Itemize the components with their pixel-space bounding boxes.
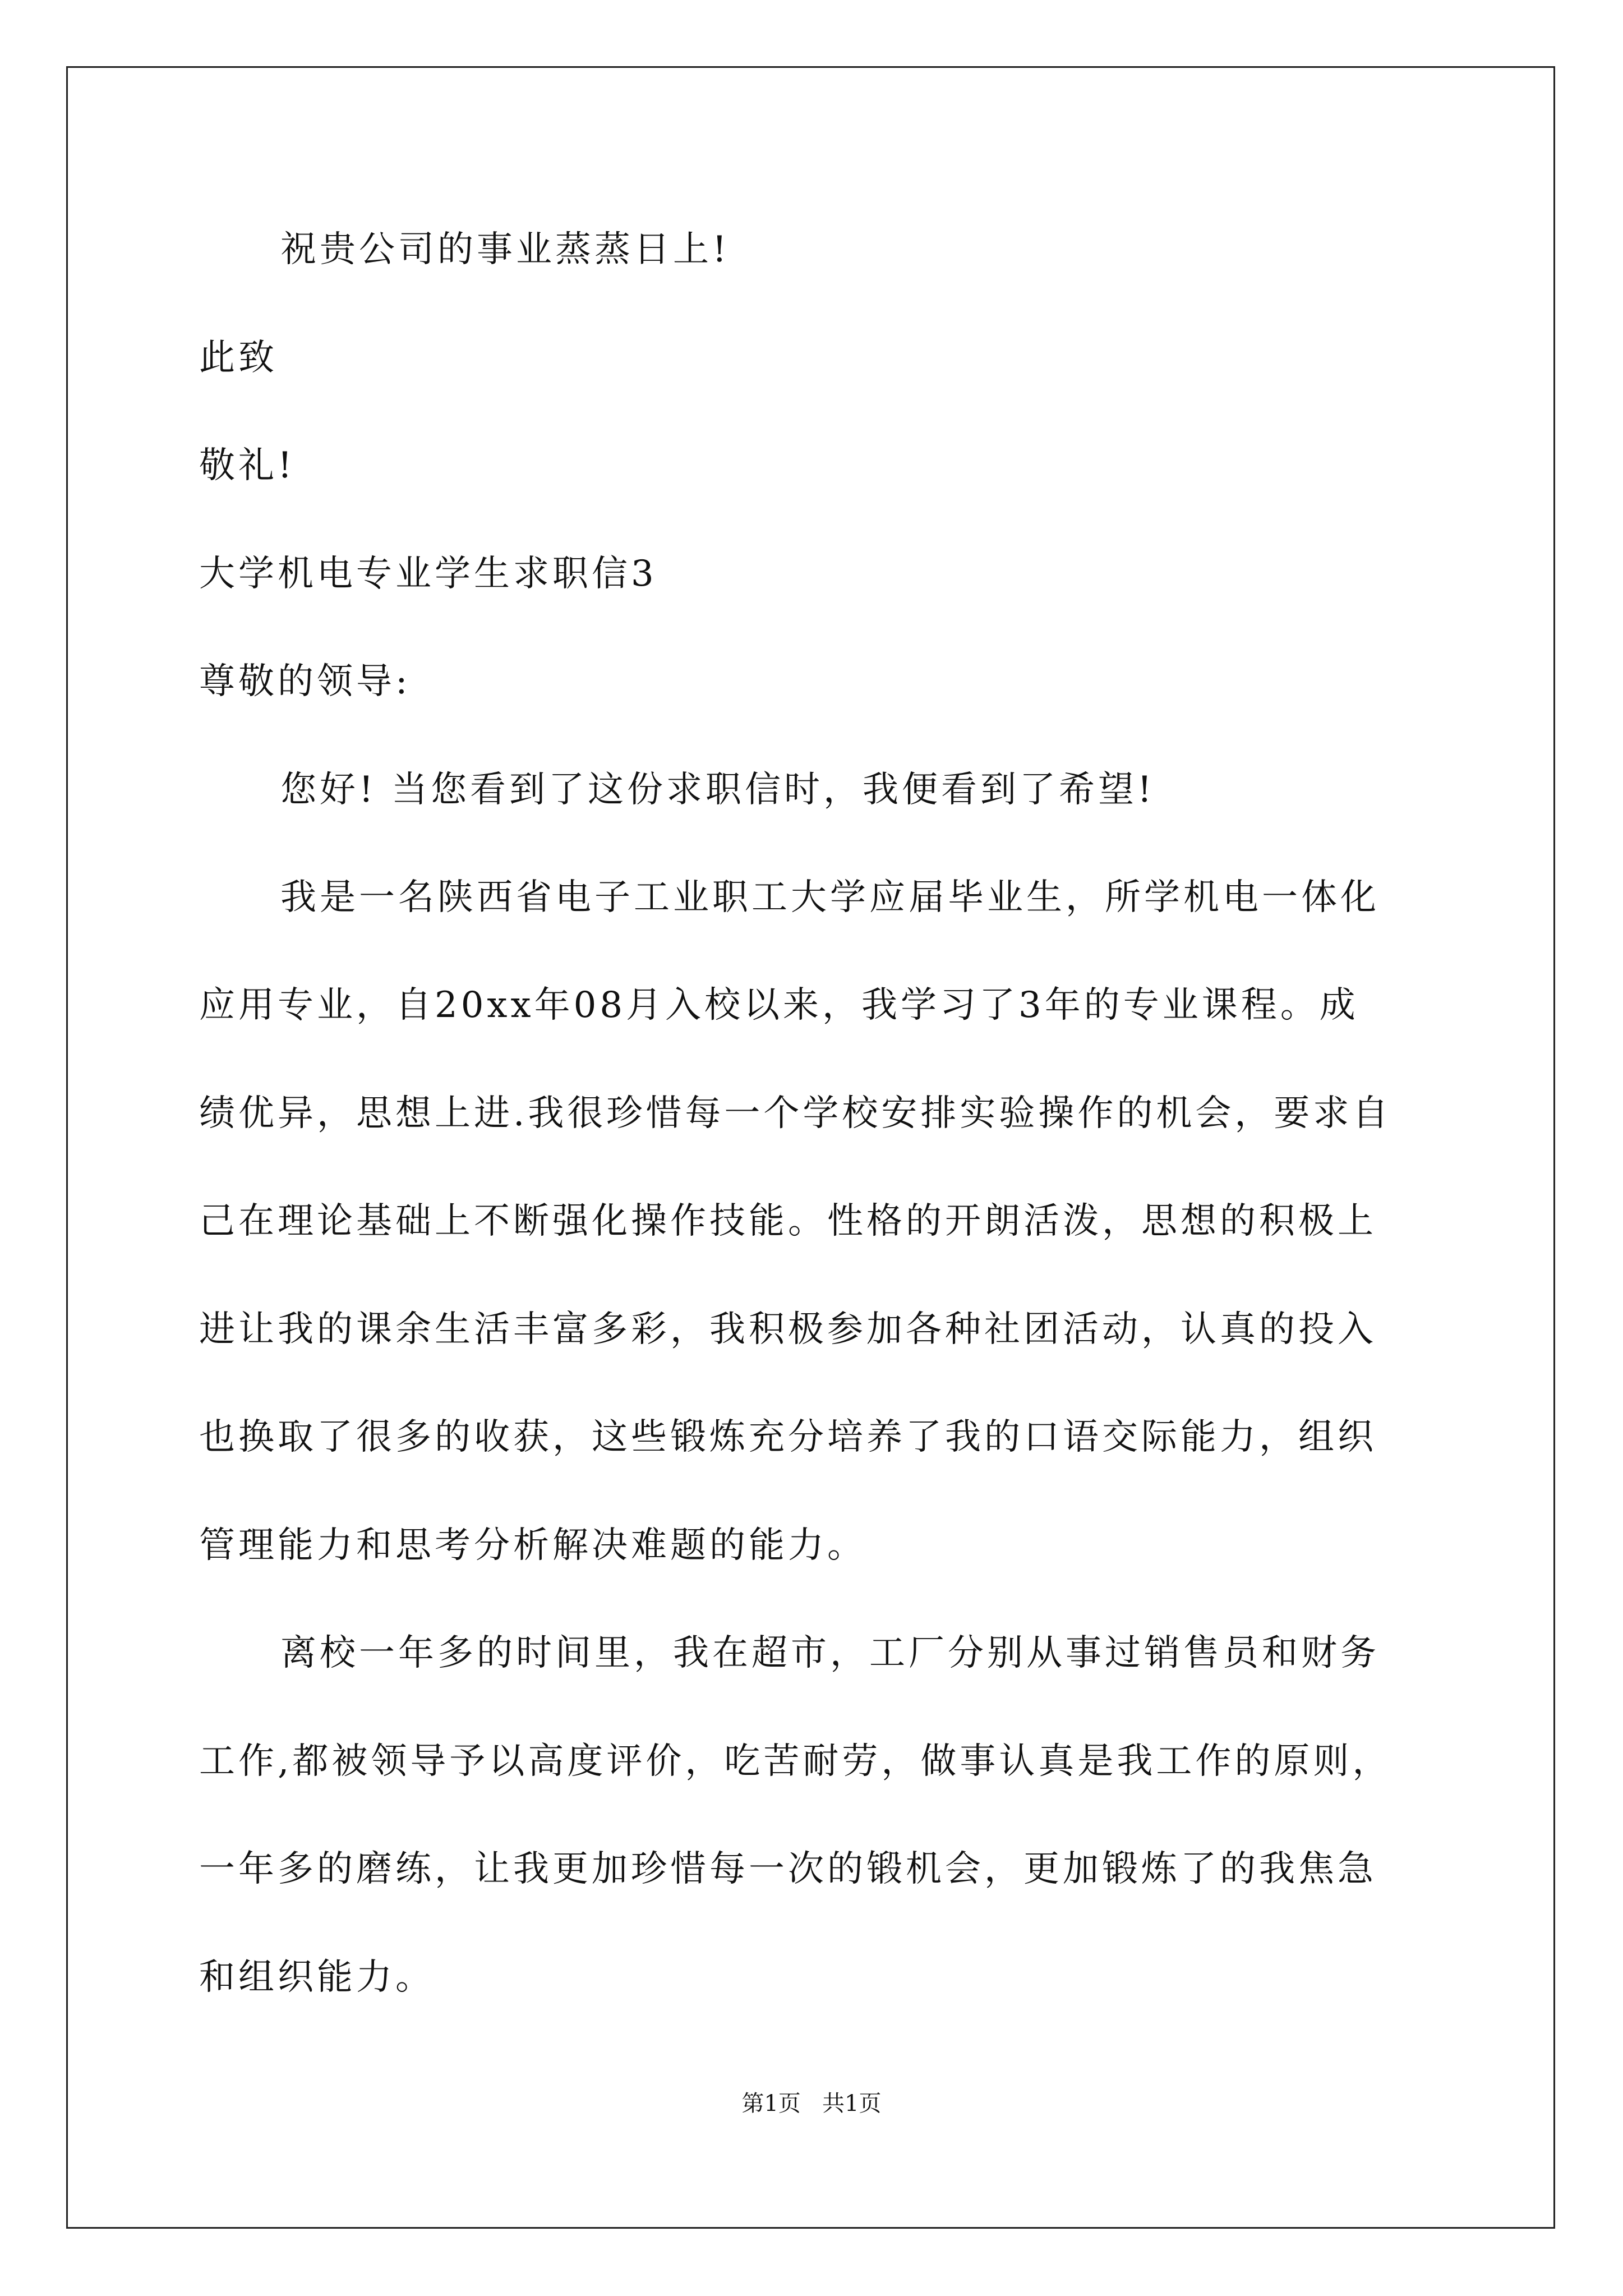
greeting: 尊敬的领导: [199, 661, 411, 702]
closing-wish: 祝贵公司的事业蒸蒸日上! [280, 229, 730, 270]
page-border [66, 66, 1555, 2229]
paragraph-line: 一年多的磨练，让我更加珍惜每一次的锻机会，更加锻炼了的我焦急 [199, 1848, 1377, 1890]
page-number: 第1页 共1页 [741, 2091, 882, 2116]
paragraph-line: 应用专业，自20xx年08月入校以来，我学习了3年的专业课程。成 [199, 984, 1359, 1026]
paragraph-line: 进让我的课余生活丰富多彩，我积极参加各种社团活动，认真的投入 [199, 1309, 1377, 1350]
paragraph-line: 和组织能力。 [199, 1957, 435, 1998]
salutation-closing-1: 此致 [199, 337, 278, 379]
paragraph-line: 工作,都被领导予以高度评价，吃苦耐劳，做事认真是我工作的原则， [199, 1741, 1392, 1782]
paragraph-line: 己在理论基础上不断强化操作技能。性格的开朗活泼，思想的积极上 [199, 1200, 1377, 1242]
paragraph-line: 您好! 当您看到了这份求职信时，我便看到了希望! [280, 769, 1155, 811]
paragraph-line: 离校一年多的时间里，我在超市，工厂分别从事过销售员和财务 [280, 1632, 1380, 1674]
paragraph-line: 也换取了很多的收获，这些锻炼充分培养了我的口语交际能力，组织 [199, 1416, 1377, 1458]
paragraph-line: 绩优异，思想上进.我很珍惜每一个学校安排实验操作的机会，要求自 [199, 1093, 1392, 1134]
salutation-closing-2: 敬礼! [199, 445, 296, 486]
letter-title: 大学机电专业学生求职信3 [199, 553, 657, 595]
paragraph-line: 管理能力和思考分析解决难题的能力。 [199, 1525, 866, 1566]
paragraph-line: 我是一名陕西省电子工业职工大学应届毕业生，所学机电一体化 [280, 877, 1380, 918]
